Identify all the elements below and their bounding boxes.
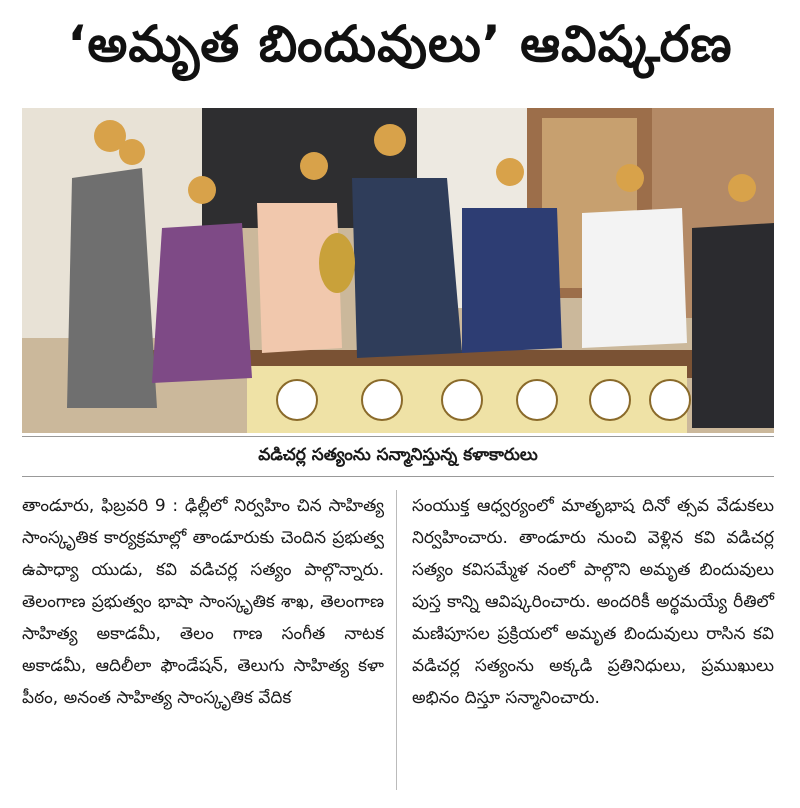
article-column-left [22,490,384,790]
article-body-right: సంయుక్త ఆధ్వర్యంలో మాతృభాష దినో త్సవ వేడుకలు నిర్వహించారు. తాండూరు నుంచి వెళ్లిన కవి వడిచర్ల సత్యం కవిసమ్మేళ నంలో పాల్గొని అమృత బిందువులు పుస్త కాన్ని ఆవిష్కరించారు. అందరికీ అర్థమయ్యే రీతిలో మణిపూసల ప్రక్రియలో అమృత బిందువులు రాసిన కవి వడిచర్ల సత్యంను అక్కడి ప్రతినిధులు, ప్రముఖులు అభినం దిస్తూ సన్మానించారు. [412,496,774,708]
article-headline: ‘అమృత బిందువులు’ ఆవిష్కరణ [67,15,733,73]
column-divider [396,490,397,790]
news-photo [22,108,774,433]
photo-caption: వడిచర్ల సత్యంను సన్మానిస్తున్న కళాకారులు [258,445,538,465]
caption-top-rule [22,436,774,437]
photo-illustration [22,108,774,433]
article-body-left: తాండూరు, ఫిబ్రవరి 9 : ఢిల్లీలో నిర్వహిం చిన సాహిత్య సాంస్కృతిక కార్యక్రమాల్లో తాండూరుకు చెందిన ప్రభుత్వ ఉపాధ్యా యుడు, కవి వడిచర్ల సత్యం పాల్గొన్నారు. తెలంగాణ ప్రభుత్వం భాషా సాంస్కృతిక శాఖ, తెలంగాణ సాహిత్య అకాడమీ, తెలం గాణ సంగీత నాటక అకాడమీ, ఆదిలీలా ఫౌండేషన్, తెలుగు సాహిత్య కళా పీఠం, అనంత సాహిత్య సాంస్కృతిక వేదిక [22,496,384,708]
article-column-right [412,490,774,790]
caption-bottom-rule [22,476,774,477]
